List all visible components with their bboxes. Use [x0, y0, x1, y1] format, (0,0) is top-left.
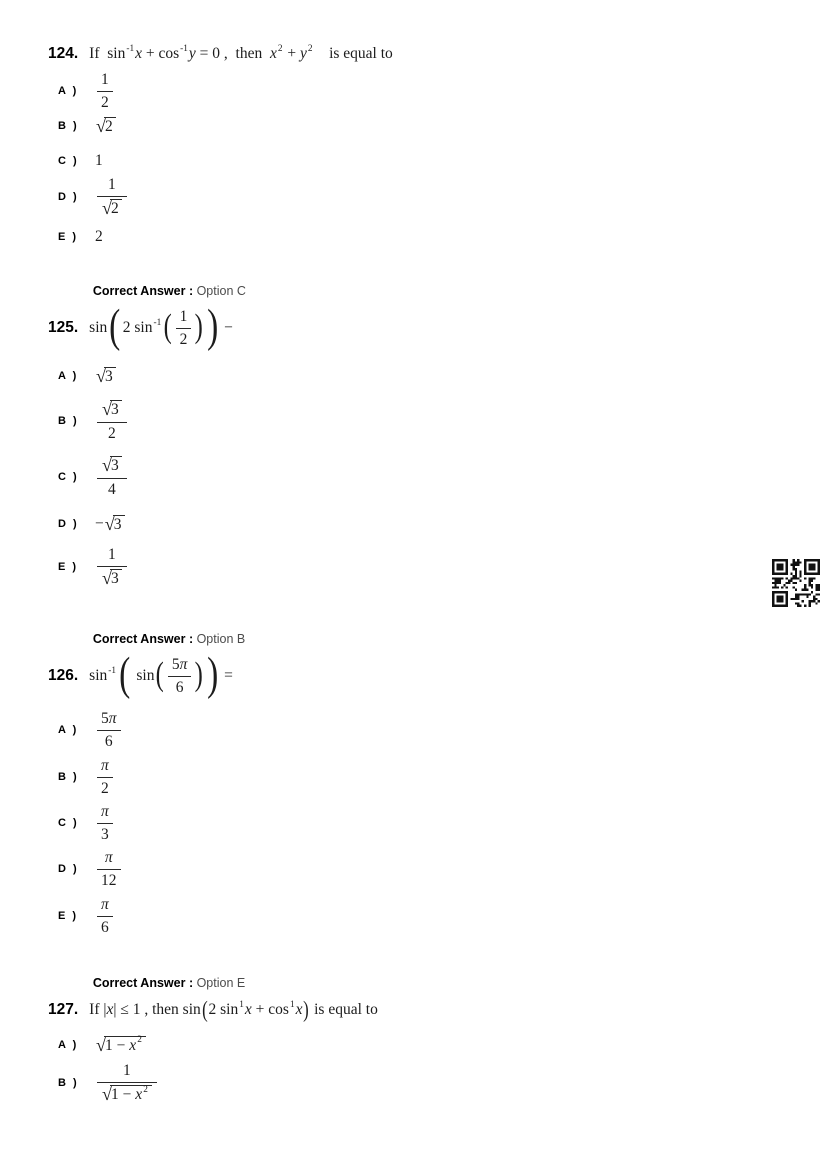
option-row	[58, 514, 126, 534]
option-math: $\frac{\pi}{2}$	[95, 757, 115, 798]
option-row	[58, 803, 115, 844]
option-label: E )	[58, 561, 79, 574]
option-label: A )	[58, 370, 79, 383]
option-row	[58, 151, 103, 170]
option-math: 1	[95, 152, 103, 169]
option-label: B )	[58, 1077, 79, 1090]
correct-answer-value: Option C	[196, 284, 246, 298]
option-row	[58, 227, 103, 246]
option-row	[58, 849, 123, 890]
option-math: √ $1 - x^2$	[95, 1035, 147, 1055]
option-label: A )	[58, 724, 79, 737]
option-row	[58, 176, 129, 218]
option-row	[58, 1062, 159, 1104]
option-math: 1 √ 3	[95, 546, 129, 588]
option-math: √ 3 4	[95, 456, 129, 498]
question-prompt: If |x| ≤ 1 , then sin(2 $\sin^1x + \cos^1x$) is equal to	[89, 996, 378, 1023]
correct-answer-value: Option E	[196, 976, 246, 990]
question-number: 125.	[48, 319, 79, 337]
correct-answer-line	[72, 962, 245, 1004]
option-label: A )	[58, 1039, 79, 1052]
option-row	[58, 757, 115, 798]
option-math: √ 2	[95, 116, 117, 136]
option-label: A )	[58, 85, 79, 98]
option-row	[58, 896, 115, 937]
option-label: D )	[58, 518, 79, 531]
option-math: √ 3	[95, 366, 117, 386]
option-math: $\frac{\pi}{6}$	[95, 896, 115, 937]
question-header	[48, 996, 378, 1023]
option-label: D )	[58, 863, 79, 876]
question-prompt: If $\sin^{-1}x + \cos^{-1}y = 0$ , then $x^2 + y^2$ is equal to	[89, 43, 393, 62]
option-row	[58, 546, 129, 588]
option-row	[58, 710, 123, 751]
option-label: C )	[58, 471, 79, 484]
question-number: 124.	[48, 44, 79, 62]
option-math: $\frac{\pi}{3}$	[95, 803, 115, 844]
correct-answer-label: Correct Answer :	[92, 976, 197, 990]
option-math: $\frac{\pi}{12}$	[95, 849, 123, 890]
question-number: 127.	[48, 1000, 79, 1018]
question-prompt: $\sin^{-1}$( sin( $\frac{5\pi}{6}$ )) =	[89, 648, 233, 700]
option-row	[58, 400, 129, 442]
correct-answer-value: Option B	[196, 632, 246, 646]
question-header	[48, 300, 233, 352]
option-row	[58, 366, 117, 386]
option-math: 2	[95, 228, 103, 245]
option-row	[58, 116, 117, 136]
qr-code	[772, 559, 820, 607]
option-row	[58, 1035, 147, 1055]
option-math: 1 √ $1 - x^2$	[95, 1062, 159, 1104]
option-label: D )	[58, 191, 79, 204]
correct-answer-label: Correct Answer :	[92, 284, 197, 298]
option-math: $\frac{5\pi}{6}$	[95, 710, 123, 751]
correct-answer-label: Correct Answer :	[92, 632, 197, 646]
question-prompt: sin( 2 $\sin^{-1}$( $\frac{1}{2}$ )) −	[89, 300, 233, 352]
option-label: B )	[58, 415, 79, 428]
correct-answer-line	[72, 618, 245, 660]
option-row	[58, 71, 115, 112]
option-label: B )	[58, 771, 79, 784]
question-number: 126.	[48, 667, 79, 685]
question-header	[48, 44, 393, 63]
option-label: E )	[58, 230, 79, 243]
option-math: √ 3 2	[95, 400, 129, 442]
option-math: − √ 3	[95, 514, 126, 534]
option-label: C )	[58, 817, 79, 830]
option-math: $\frac{1}{2}$	[95, 71, 115, 112]
option-label: B )	[58, 120, 79, 133]
option-math: 1 √ 2	[95, 176, 129, 218]
option-row	[58, 456, 129, 498]
option-label: C )	[58, 154, 79, 167]
question-header	[48, 648, 233, 700]
option-label: E )	[58, 910, 79, 923]
correct-answer-line	[72, 270, 246, 312]
